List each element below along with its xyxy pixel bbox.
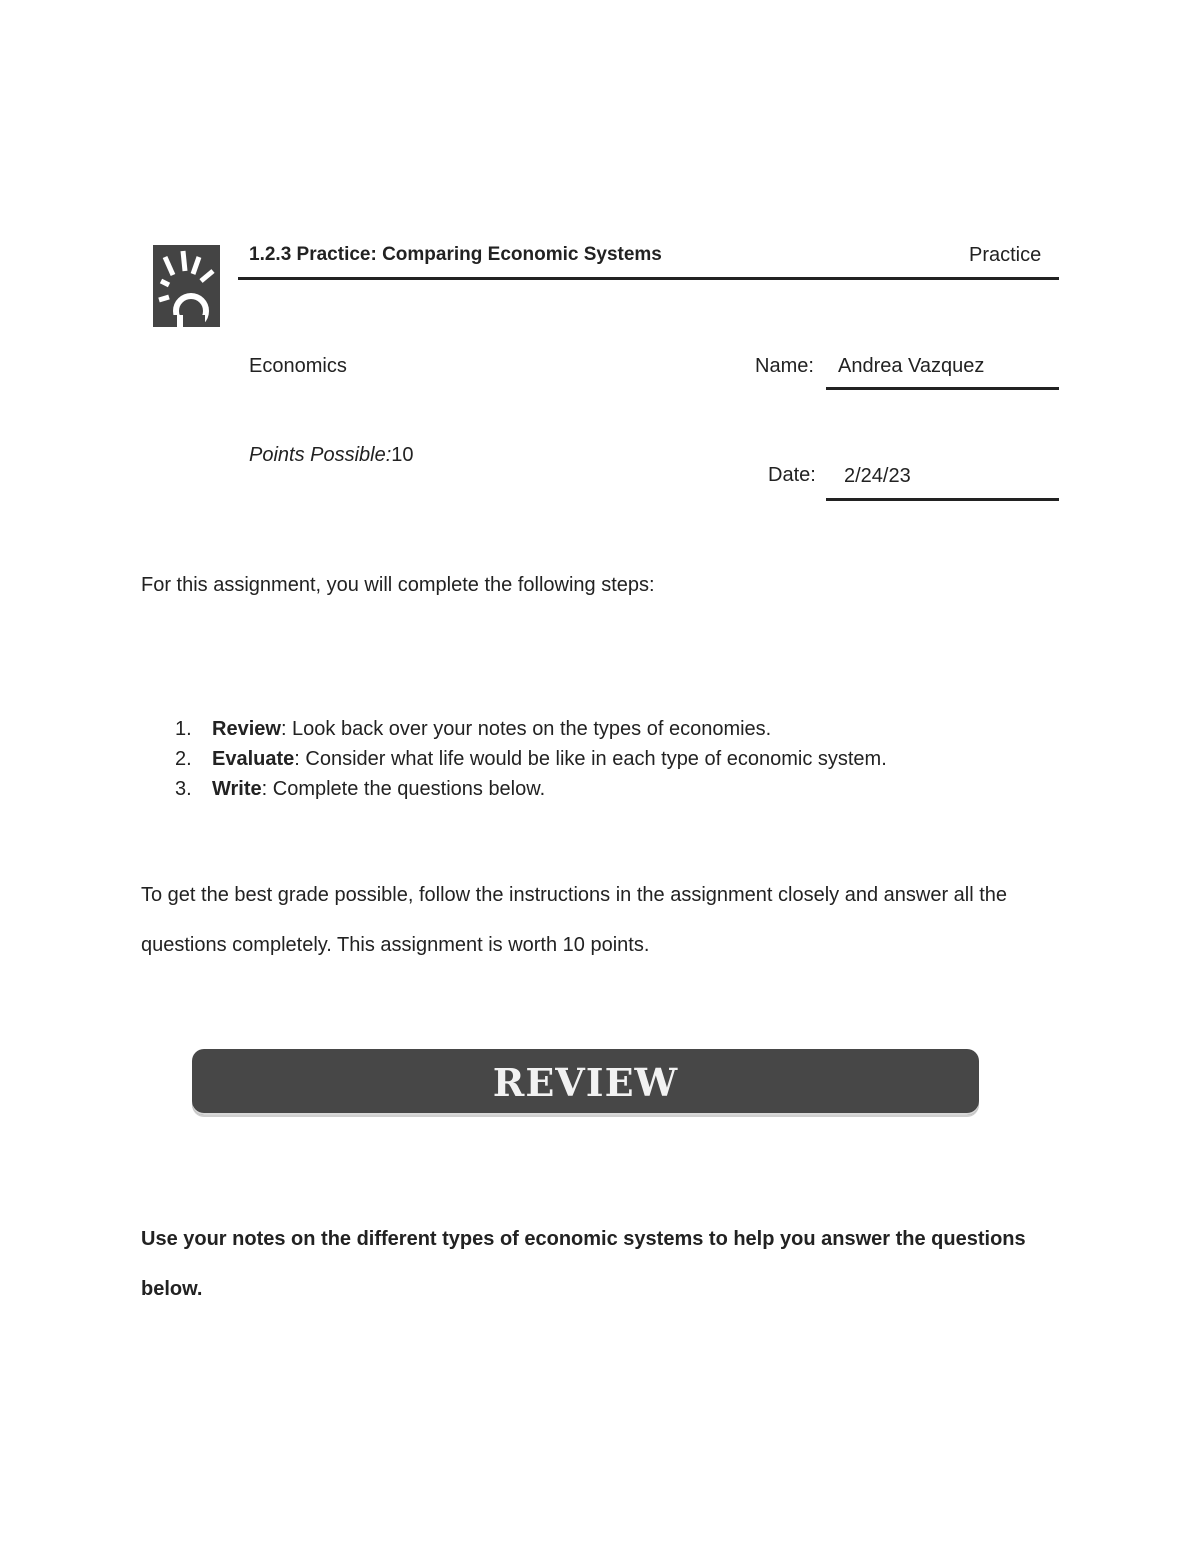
name-label: Name: bbox=[755, 355, 814, 377]
date-label: Date: bbox=[768, 464, 816, 486]
review-instructions: Use your notes on the different types of economic systems to help you answer the questions below. bbox=[141, 1228, 1026, 1300]
step-number: 3. bbox=[175, 778, 192, 800]
instructions-paragraph: To get the best grade possible, follow the instructions in the assignment closely and answer all the questions completely. This assignment is worth 10 points. bbox=[141, 884, 1008, 956]
step-number: 1. bbox=[175, 718, 192, 740]
name-underline bbox=[826, 387, 1059, 390]
step-label: Evaluate bbox=[212, 748, 295, 770]
points-label: Points Possible: bbox=[249, 444, 392, 466]
step-text: : Consider what life would be like in each type of economic system. bbox=[294, 748, 887, 770]
header-divider bbox=[238, 277, 1059, 280]
lightbulb-sunburst-logo-icon bbox=[153, 245, 220, 327]
step-number: 2. bbox=[175, 748, 192, 770]
step-label: Write bbox=[212, 778, 262, 800]
step-label: Review bbox=[212, 718, 281, 740]
points-value: 10 bbox=[391, 444, 414, 466]
name-field[interactable]: Andrea Vazquez bbox=[838, 355, 985, 377]
banner-title: REVIEW bbox=[492, 1059, 679, 1105]
assignment-title: 1.2.3 Practice: Comparing Economic Systems bbox=[249, 244, 662, 265]
step-text: : Complete the questions below. bbox=[261, 778, 546, 800]
course-name: Economics bbox=[249, 355, 347, 377]
section-banner bbox=[192, 1049, 979, 1115]
points-possible bbox=[249, 444, 414, 467]
date-underline bbox=[826, 498, 1059, 501]
date-field[interactable]: 2/24/23 bbox=[844, 465, 911, 487]
intro-text: For this assignment, you will complete the following steps: bbox=[141, 574, 655, 596]
assignment-type: Practice bbox=[969, 244, 1042, 266]
step-text: : Look back over your notes on the types of economies. bbox=[280, 718, 772, 740]
